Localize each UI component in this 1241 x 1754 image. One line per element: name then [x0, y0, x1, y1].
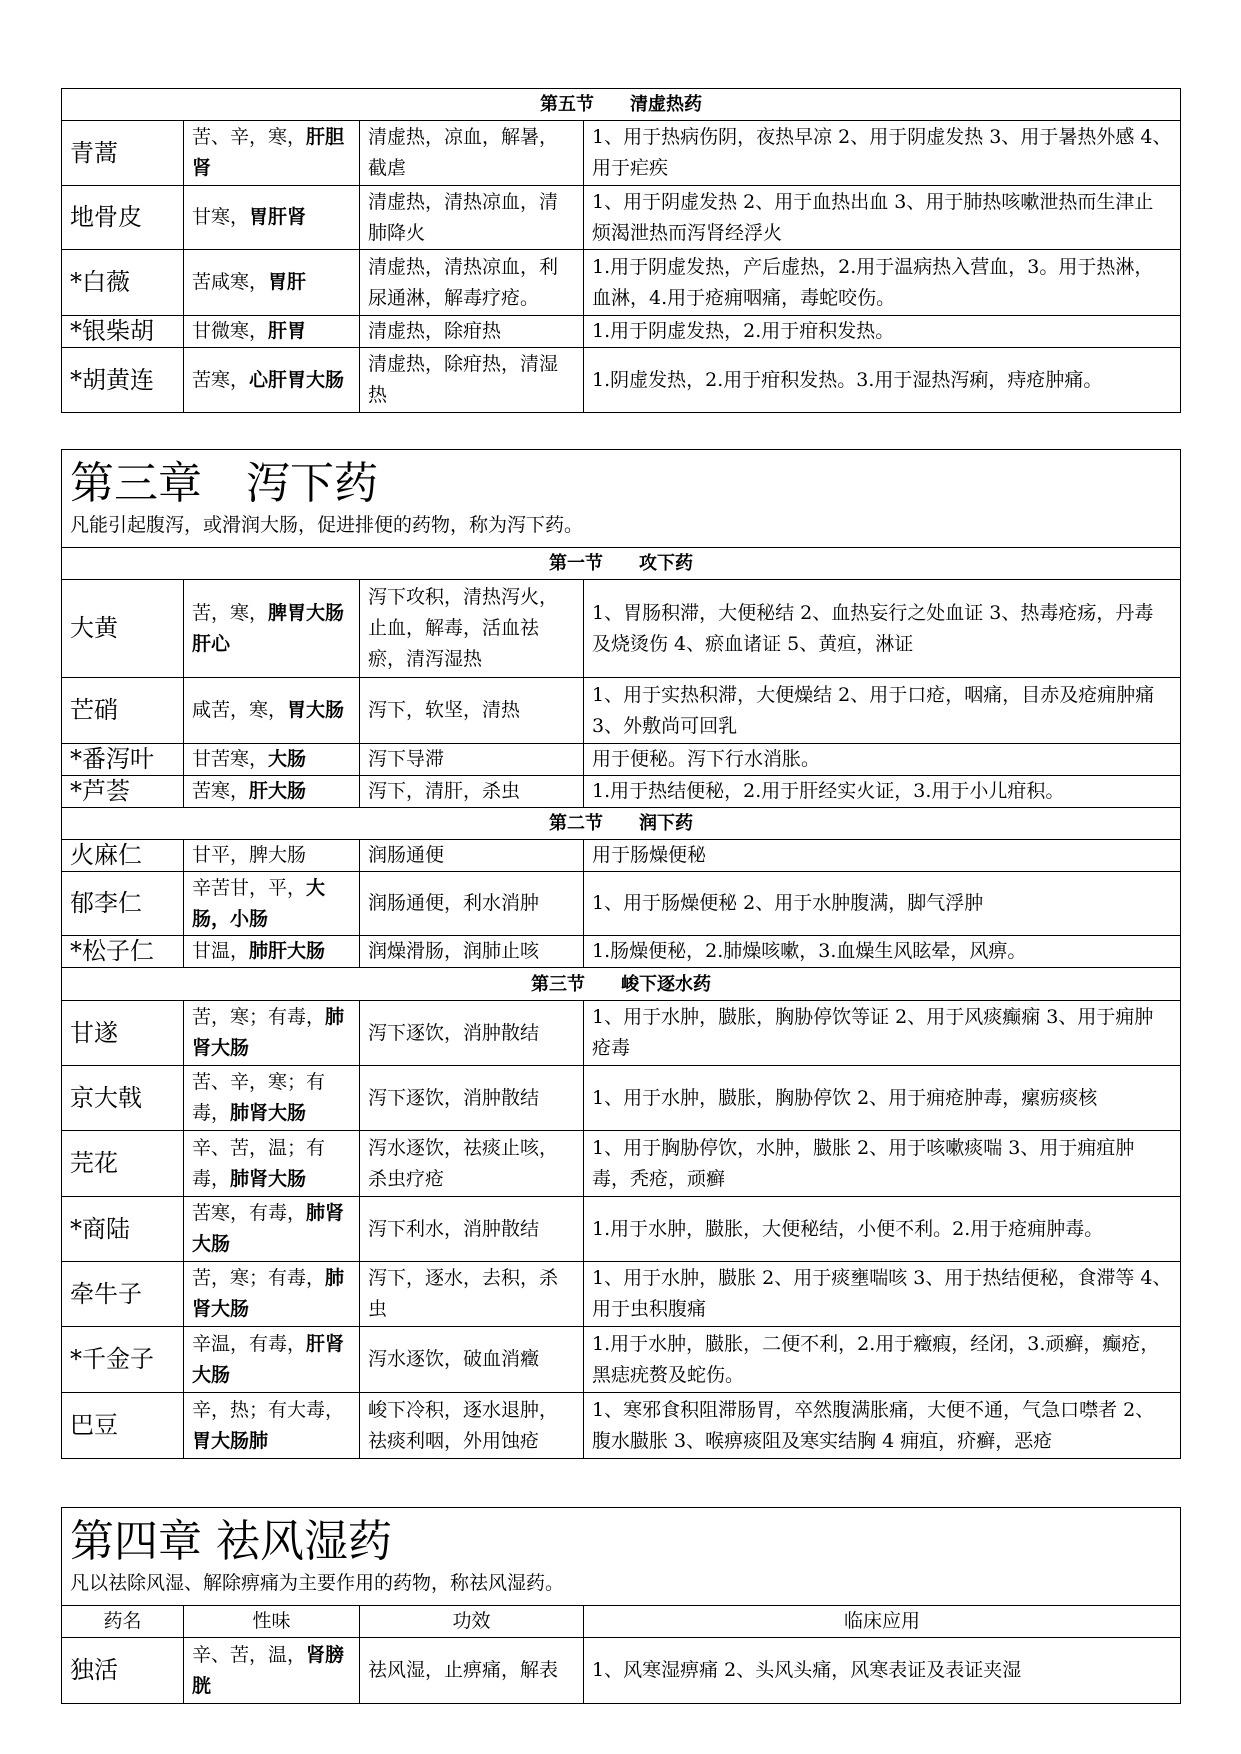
- herb-application: 用于便秘。泻下行水消胀。: [584, 744, 1181, 776]
- table-row: [62, 580, 1181, 678]
- herb-effect: 泻下逐饮，消肿散结: [360, 1066, 584, 1131]
- herb-effect: 祛风湿，止痹痛，解表: [360, 1638, 584, 1704]
- table-row: [62, 348, 1181, 413]
- herb-effect: 清虚热，清热凉血，清肺降火: [360, 186, 584, 250]
- table-header-row: [62, 1606, 1181, 1638]
- column-header: 性味: [184, 1606, 360, 1638]
- column-header: 药名: [62, 1606, 184, 1638]
- herb-application: 1、用于胸胁停饮，水肿，臌胀 2、用于咳嗽痰喘 3、用于痈疽肿毒，秃疮，顽癣: [584, 1131, 1181, 1197]
- herb-application: 1.用于阴虚发热，产后虚热，2.用于温病热入营血，3。用于热淋，血淋，4.用于疮痈咽痛，毒蛇咬伤。: [584, 250, 1181, 316]
- table-row: [62, 840, 1181, 872]
- herb-application: 1.肠燥便秘，2.肺燥咳嗽，3.血燥生风眩晕，风痹。: [584, 936, 1181, 968]
- table-row: [62, 186, 1181, 250]
- herb-property: 甘平，脾大肠: [184, 840, 360, 872]
- herb-property: 辛、苦，温，肾膀胱: [184, 1638, 360, 1704]
- herb-application: 1、用于肠燥便秘 2、用于水肿腹满，脚气浮肿: [584, 872, 1181, 936]
- table-row: [62, 316, 1181, 348]
- chapter-header: [62, 450, 1181, 548]
- herb-application: 1、用于水肿，臌胀 2、用于痰壅喘咳 3、用于热结便秘，食滞等 4、用于虫积腹痛: [584, 1262, 1181, 1327]
- chapter-description: 凡能引起腹泻，或滑润大肠，促进排便的药物，称为泻下药。: [70, 514, 584, 536]
- herb-name: *松子仁: [62, 936, 184, 968]
- table-row: [62, 121, 1181, 186]
- herb-effect: 峻下冷积，逐水退肿，祛痰利咽，外用蚀疮: [360, 1393, 584, 1459]
- herb-effect: 润肠通便: [360, 840, 584, 872]
- herb-property: 辛苦甘，平，大肠，小肠: [184, 872, 360, 936]
- herb-property: 甘微寒，肝胃: [184, 316, 360, 348]
- herb-name: 甘遂: [62, 1001, 184, 1066]
- herb-name: 芫花: [62, 1131, 184, 1197]
- table-row: [62, 1001, 1181, 1066]
- chapter-title: 第三章 泻下药: [70, 458, 378, 509]
- herb-application: 1、用于实热积滞，大便燥结 2、用于口疮，咽痛，目赤及疮痈肿痛 3、外敷尚可回乳: [584, 678, 1181, 744]
- herb-name: *胡黄连: [62, 348, 184, 413]
- herb-name: 牵牛子: [62, 1262, 184, 1327]
- herb-property: 辛，热；有大毒，胃大肠肺: [184, 1393, 360, 1459]
- herb-name: 青蒿: [62, 121, 184, 186]
- herb-application: 1、寒邪食积阻滞肠胃，卒然腹满胀痛，大便不通，气急口噤者 2、腹水臌胀 3、喉痹痰阻及寒实结胸 4 痈疽，疥癣，恶疮: [584, 1393, 1181, 1459]
- table-row: [62, 1638, 1181, 1704]
- herb-property: 辛、苦，温；有毒，肺肾大肠: [184, 1131, 360, 1197]
- herb-name: 大黄: [62, 580, 184, 678]
- herb-application: 1、用于水肿，臌胀，胸胁停饮 2、用于痈疮肿毒，瘰疬痰核: [584, 1066, 1181, 1131]
- herb-property: 苦、辛，寒；有毒，肺肾大肠: [184, 1066, 360, 1131]
- herb-effect: 清虚热，清热凉血，利尿通淋，解毒疗疮。: [360, 250, 584, 316]
- table-row: [62, 936, 1181, 968]
- herb-property: 甘寒，胃肝肾: [184, 186, 360, 250]
- herb-name: *番泻叶: [62, 744, 184, 776]
- herb-effect: 润肠通便，利水消肿: [360, 872, 584, 936]
- herb-property: 甘苦寒，大肠: [184, 744, 360, 776]
- herb-property: 咸苦，寒，胃大肠: [184, 678, 360, 744]
- herb-property: 辛温，有毒，肝肾大肠: [184, 1327, 360, 1393]
- herb-name: 郁李仁: [62, 872, 184, 936]
- column-header: 临床应用: [584, 1606, 1181, 1638]
- herb-effect: 泻下，软坚，清热: [360, 678, 584, 744]
- chapter-title: 第四章 祛风湿药: [70, 1516, 392, 1567]
- herb-property: 苦寒，有毒，肺肾大肠: [184, 1197, 360, 1262]
- wind-damp-chapter-table: [61, 1507, 1181, 1704]
- clear-deficiency-heat-table: [61, 88, 1181, 413]
- herb-property: 苦，寒；有毒，肺肾大肠: [184, 1262, 360, 1327]
- herb-application: 1、风寒湿痹痛 2、头风头痛，风寒表证及表证夹湿: [584, 1638, 1181, 1704]
- table-row: [62, 250, 1181, 316]
- herb-effect: 泻下，逐水，去积，杀虫: [360, 1262, 584, 1327]
- table-row: [62, 1393, 1181, 1459]
- section-title: 第三节 峻下逐水药: [62, 968, 1181, 1001]
- table-row: [62, 1197, 1181, 1262]
- herb-application: 用于肠燥便秘: [584, 840, 1181, 872]
- table-row: [62, 1131, 1181, 1197]
- herb-effect: 泻下攻积，清热泻火，止血，解毒，活血祛瘀，清泻湿热: [360, 580, 584, 678]
- herb-property: 苦，寒，脾胃大肠肝心: [184, 580, 360, 678]
- herb-property: 苦寒，肝大肠: [184, 776, 360, 808]
- herb-name: 火麻仁: [62, 840, 184, 872]
- herb-name: *白薇: [62, 250, 184, 316]
- herb-application: 1.用于热结便秘，2.用于肝经实火证，3.用于小儿疳积。: [584, 776, 1181, 808]
- table-row: [62, 1327, 1181, 1393]
- herb-effect: 泻下利水，消肿散结: [360, 1197, 584, 1262]
- table-row: [62, 1066, 1181, 1131]
- herb-effect: 泻下，清肝，杀虫: [360, 776, 584, 808]
- table-row: [62, 776, 1181, 808]
- chapter-description: 凡以祛除风湿、解除痹痛为主要作用的药物，称祛风湿药。: [70, 1572, 565, 1594]
- section-title: 第一节 攻下药: [62, 548, 1181, 580]
- herb-name: 地骨皮: [62, 186, 184, 250]
- herb-property: 苦、辛，寒，肝胆肾: [184, 121, 360, 186]
- herb-name: 巴豆: [62, 1393, 184, 1459]
- herb-effect: 泻下导滞: [360, 744, 584, 776]
- table-row: [62, 1262, 1181, 1327]
- herb-effect: 润燥滑肠，润肺止咳: [360, 936, 584, 968]
- section-title: 第五节 清虚热药: [62, 89, 1181, 121]
- herb-application: 1.阴虚发热，2.用于疳积发热。3.用于湿热泻痢，痔疮肿痛。: [584, 348, 1181, 413]
- herb-name: 独活: [62, 1638, 184, 1704]
- herb-application: 1、胃肠积滞，大便秘结 2、血热妄行之处血证 3、热毒疮疡，丹毒及烧烫伤 4、瘀血诸证 5、黄疸，淋证: [584, 580, 1181, 678]
- table-row: [62, 872, 1181, 936]
- table-row: [62, 744, 1181, 776]
- herb-name: *芦荟: [62, 776, 184, 808]
- herb-effect: 泻水逐饮，破血消癥: [360, 1327, 584, 1393]
- herb-property: 苦，寒；有毒，肺肾大肠: [184, 1001, 360, 1066]
- herb-property: 甘温，肺肝大肠: [184, 936, 360, 968]
- herb-application: 1.用于阴虚发热，2.用于疳积发热。: [584, 316, 1181, 348]
- herb-application: 1.用于水肿，臌胀，大便秘结，小便不利。2.用于疮痈肿毒。: [584, 1197, 1181, 1262]
- herb-name: 芒硝: [62, 678, 184, 744]
- herb-application: 1、用于水肿，臌胀，胸胁停饮等证 2、用于风痰癫痫 3、用于痈肿疮毒: [584, 1001, 1181, 1066]
- herb-property: 苦寒，心肝胃大肠: [184, 348, 360, 413]
- herb-application: 1、用于阴虚发热 2、用于血热出血 3、用于肺热咳嗽泄热而生津止烦渴泄热而泻肾经浮火: [584, 186, 1181, 250]
- herb-name: *银柴胡: [62, 316, 184, 348]
- purgative-chapter-table: [61, 449, 1181, 1459]
- herb-effect: 清虚热，除疳热: [360, 316, 584, 348]
- herb-application: 1、用于热病伤阴，夜热早凉 2、用于阴虚发热 3、用于暑热外感 4、用于疟疾: [584, 121, 1181, 186]
- table-row: [62, 678, 1181, 744]
- herb-application: 1.用于水肿，臌胀，二便不利，2.用于癥瘕，经闭，3.顽癣，癫疮，黑痣疣赘及蛇伤。: [584, 1327, 1181, 1393]
- herb-effect: 泻水逐饮，祛痰止咳，杀虫疗疮: [360, 1131, 584, 1197]
- herb-effect: 泻下逐饮，消肿散结: [360, 1001, 584, 1066]
- herb-effect: 清虚热，凉血，解暑，截虐: [360, 121, 584, 186]
- herb-name: *千金子: [62, 1327, 184, 1393]
- herb-property: 苦咸寒，胃肝: [184, 250, 360, 316]
- column-header: 功效: [360, 1606, 584, 1638]
- section-title: 第二节 润下药: [62, 808, 1181, 840]
- herb-name: *商陆: [62, 1197, 184, 1262]
- herb-name: 京大戟: [62, 1066, 184, 1131]
- herb-effect: 清虚热，除疳热，清湿热: [360, 348, 584, 413]
- chapter-header: [62, 1508, 1181, 1606]
